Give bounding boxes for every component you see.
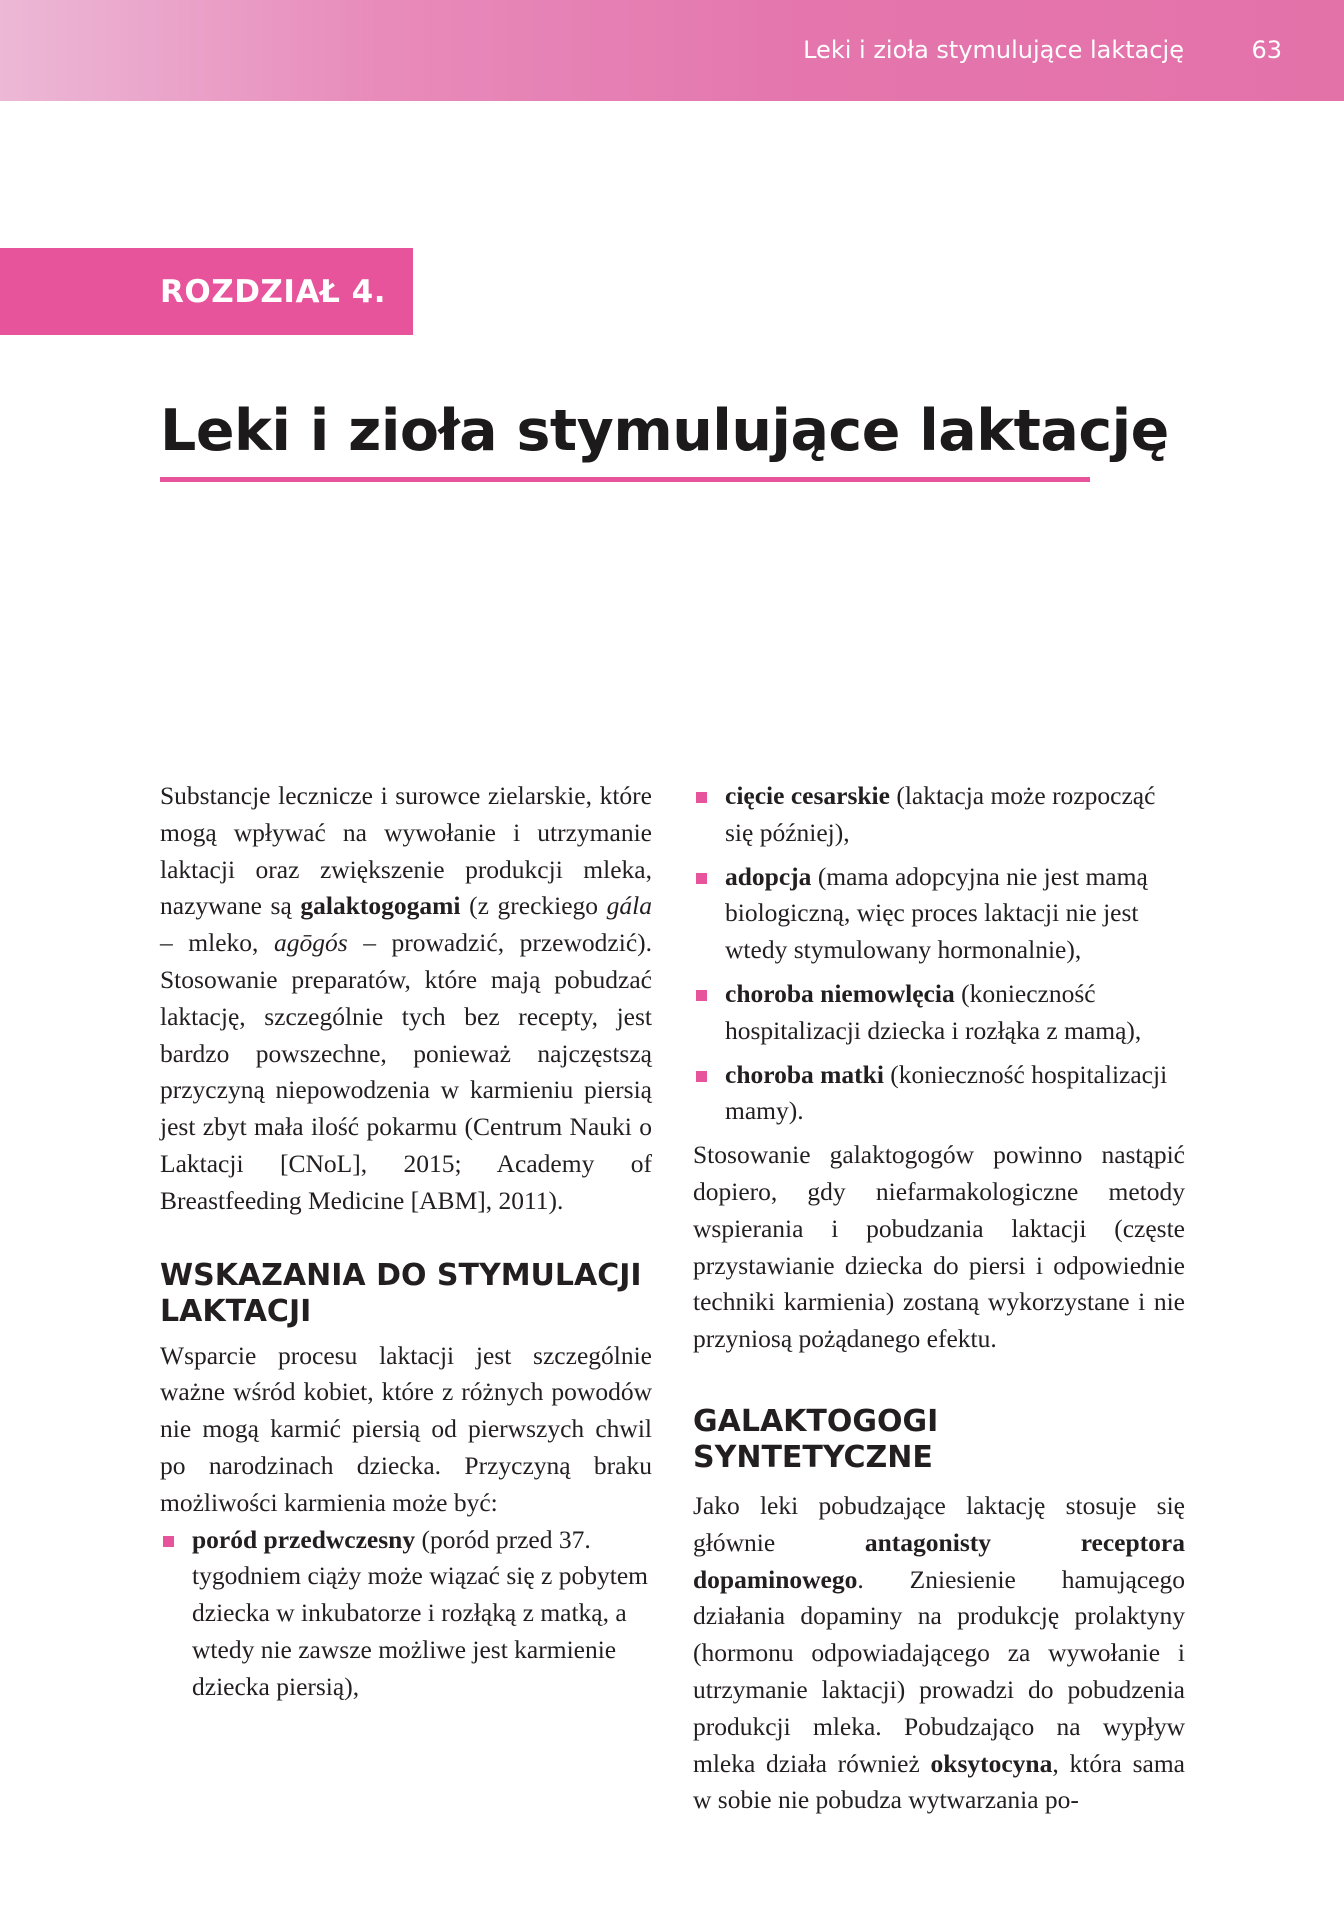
list-item: choroba matki (konieczność hospitalizacji mamy). (693, 1057, 1185, 1131)
section-heading-indications: WSKAZANIA DO STYMULACJI LAKTACJI (160, 1257, 642, 1329)
list-item: choroba niemowlęcia (konieczność hospitalizacji dziecka i rozłąka z mamą), (693, 976, 1185, 1050)
intro-paragraph: Substancje lecznicze i surowce zielarskie, które mogą wpływać na wywołanie i utrzymanie laktacji oraz zwiększenie produkcji mleka, nazywane są galaktogogami (z greckiego gála – mleko, agōgós – prowadzić, przewodzić). Stosowanie preparatów, które mają pobudzać laktację, szczególnie tych bez recepty, jest bardzo powszechne, ponieważ najczęstszą przyczyną niepowodzenia w karmieniu piersią jest zbyt mała ilość pokarmu (Centrum Nauki o Laktacji [CNoL], 2015; Academy of Breastfeeding Medicine [ABM], 2011). (160, 781, 653, 1215)
list-item: cięcie cesarskie (laktacja może rozpocząć się później), (693, 778, 1185, 852)
bullet-square-icon (696, 873, 707, 884)
galactagogue-use-paragraph: Stosowanie galaktogogów powinno nastąpić dopiero, gdy niefarmakologiczne metody wspierania i pobudzania laktacji (częste przystawianie dziecka do piersi i odpowiednie techniki karmienia) zostaną wykorzystane i nie przyniosą pożądanego efektu. (693, 1140, 1185, 1354)
indications-list-continued (693, 778, 1185, 1130)
bullet-square-icon (696, 1071, 707, 1082)
section-heading-synthetic: GALAKTOGOGI SYNTETYCZNE (693, 1403, 939, 1475)
title-underline (160, 477, 1090, 482)
bullet-square-icon (163, 1536, 174, 1547)
indications-list (160, 1522, 652, 1706)
chapter-label: ROZDZIAŁ 4. (160, 274, 386, 310)
right-column (693, 778, 1185, 1819)
indications-paragraph: Wsparcie procesu laktacji jest szczególnie ważne wśród kobiet, które z różnych powodów nie mogą karmić piersią od pierwszych chwil po narodzinach dziecka. Przyczyną braku możliwości karmienia może być: (160, 1340, 652, 1517)
bullet-square-icon (696, 990, 707, 1001)
list-item: adopcja (mama adopcyjna nie jest mamą biologiczną, więc proces laktacji nie jest wtedy stymulowany hormonalnie), (693, 859, 1185, 969)
page-number: 63 (1251, 36, 1282, 64)
bullet-square-icon (696, 792, 707, 803)
chapter-title: Leki i zioła stymulujące laktację (160, 398, 1169, 464)
list-item: poród przedwczesny (poród przed 37. tygodniem ciąży może wiązać się z pobytem dziecka w inkubatorze i rozłąką z matką, a wtedy nie zawsze możliwe jest karmienie dziecka piersią), (160, 1522, 652, 1706)
chapter-label-box (0, 248, 413, 335)
synthetic-paragraph: Jako leki pobudzające laktację stosuje się głównie antagonisty receptora dopaminowego. Zniesienie hamującego działania dopaminy na produkcję prolaktyny (hormonu odpowiadającego za wywołanie i utrzymanie laktacji) prowadzi do pobudzenia produkcji mleka. Pobudzająco na wypływ mleka działa również oksytocyna, która sama w sobie nie pobudza wytwarzania po- (693, 1490, 1186, 1815)
running-header (0, 0, 1344, 101)
running-title: Leki i zioła stymulujące laktację (803, 36, 1184, 64)
left-column (160, 778, 652, 1713)
